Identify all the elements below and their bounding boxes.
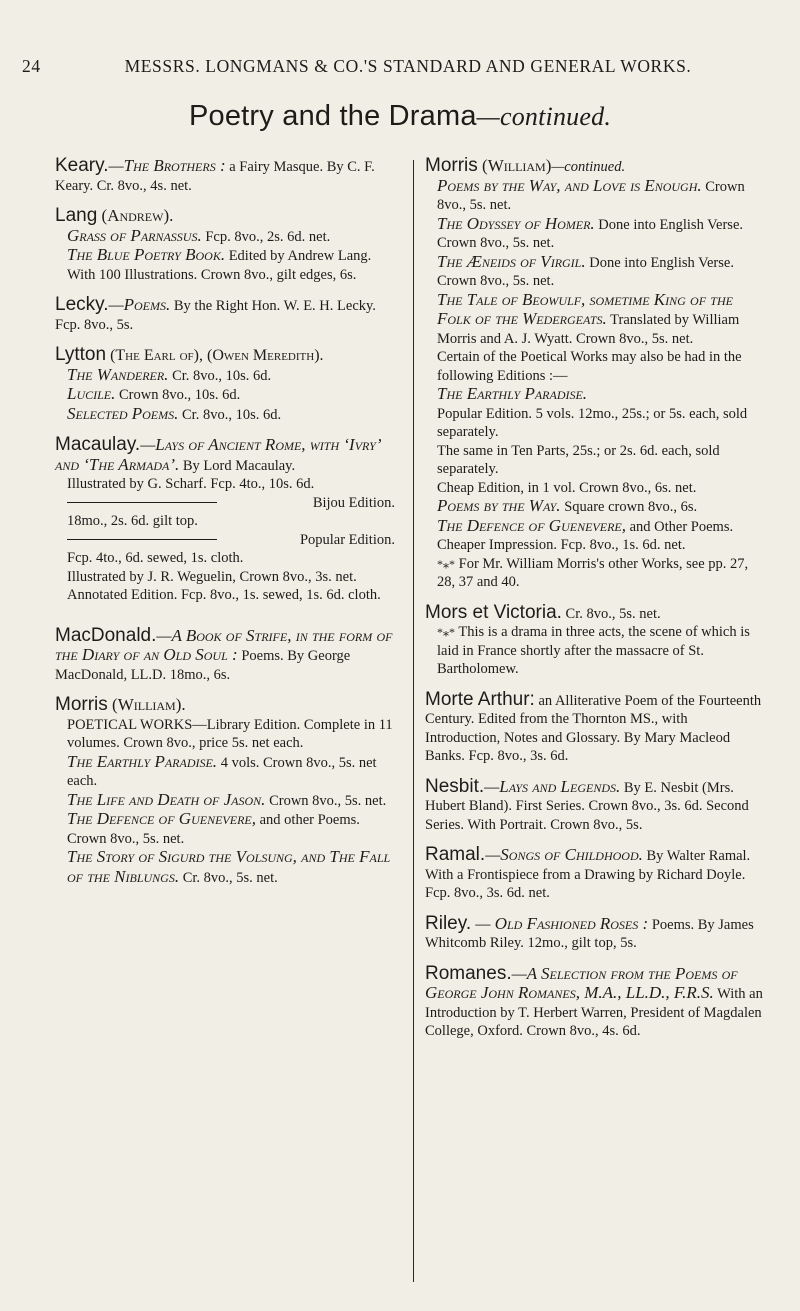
entry-morte-arthur [425, 688, 765, 766]
entry-text: an Alliterative Poem of the Fourteenth Century. Edited from the Thornton MS., with Introduction, Notes and Glossary. By Mary Macleod Banks. Fcp. 8vo., 3s. 6d. [425, 692, 762, 764]
book-title: The Tale of Beowulf, sometime King of the Folk of the Wedergeats. [437, 289, 733, 328]
entry-morris [55, 696, 395, 887]
entry-text: and Other Poems. Cheaper Impression. Fcp. 8vo., 1s. 6d. net. [437, 518, 734, 553]
book-title: —Lays of Ancient Rome, with ‘Ivry’ and ‘The Armada’. [55, 435, 380, 474]
entry-text: Cheap Edition, in 1 vol. Crown 8vo., 6s. net. [437, 479, 697, 496]
book-title: The Earthly Paradise. [437, 384, 588, 403]
entry-macaulay [55, 436, 395, 605]
right-column [425, 157, 765, 1053]
entry-text: Certain of the Poetical Works may also be had in the following Editions :— [437, 349, 742, 384]
book-title: Lucile. [67, 384, 116, 403]
author-detail: (The Earl of), (Owen Meredith). [106, 347, 324, 364]
author-name: Mors et Victoria. [425, 601, 562, 623]
entry-text: Done into English Verse. Crown 8vo., 5s. net. [437, 254, 734, 289]
entry-text: Cr. 8vo., 5s. net. [561, 605, 661, 622]
ditto-rule [67, 539, 217, 540]
author-name: Lecky. [55, 294, 109, 315]
entry-text: Crown 8vo., 5s. net. [437, 178, 745, 213]
entry-text: a Fairy Masque. By C. F. Keary. Cr. 8vo., 4s. net. [55, 159, 375, 194]
entry-lytton [55, 346, 395, 424]
edition-line [55, 531, 395, 550]
section-title-main: Poetry and the Drama [188, 100, 477, 132]
entry-text: Translated by William Morris and A. J. Wyatt. Crown 8vo., 5s. net. [437, 312, 740, 347]
book-title: —A Selection from the Poems of George John Romanes, M.A., LL.D., F.R.S. [425, 963, 738, 1002]
entry-romanes [425, 962, 765, 1041]
book-title: The Life and Death of Jason. [67, 789, 266, 809]
book-title: The Earthly Paradise. [67, 751, 218, 771]
entry-text: Cr. 8vo., 10s. 6d. [168, 367, 272, 384]
book-title: —Songs of Childhood. [485, 845, 643, 864]
entry-text: Annotated Edition. Fcp. 8vo., 1s. sewed, 1s. 6d. cloth. [67, 587, 381, 603]
entry-text: Crown 8vo., 5s. net. [265, 792, 387, 809]
page-number: 24 [22, 56, 41, 76]
entry-lecky [55, 296, 395, 334]
book-title: —Poems. [108, 295, 171, 314]
author-detail: (William) [477, 156, 552, 175]
book-title: The Blue Poetry Book. [67, 245, 226, 264]
author-name: MacDonald. [55, 624, 157, 646]
book-title: The Defence of Guenevere, [437, 515, 626, 535]
continued-label: —continued. [551, 159, 626, 175]
entry-text: 4 vols. Crown 8vo., 5s. net each. [67, 754, 377, 789]
entry-text: 18mo., 2s. 6d. gilt top. [67, 513, 198, 529]
book-title: The Æneids of Virgil. [437, 251, 586, 271]
author-name: Ramal. [425, 844, 486, 865]
author-name: Macaulay. [55, 434, 141, 455]
entry-text: Cr. 8vo., 10s. 6d. [178, 406, 282, 423]
author-name: Nesbit. [425, 775, 485, 797]
book-title: —A Book of Strife, in the form of the Diary of an Old Soul : [55, 625, 393, 664]
author-name: Romanes. [425, 962, 512, 984]
entry-text: and other Poems. Crown 8vo., 5s. net. [67, 812, 360, 847]
book-title: Poems by the Way, and Love is Enough. [437, 175, 702, 195]
running-title: MESSRS. LONGMANS & CO.'S STANDARD AND GENERAL WORKS. [124, 56, 692, 76]
edition-line [55, 494, 395, 513]
author-detail: (Andrew). [97, 206, 174, 225]
entry-text: By Lord Macaulay. [179, 457, 296, 474]
entry-text: Cr. 8vo., 5s. net. [179, 869, 278, 886]
entry-text: This is a drama in three acts, the scene of which is laid in France shortly after the massacre of St. Bartholomew. [437, 624, 750, 677]
book-title: The Defence of Guenevere, [67, 809, 256, 828]
entry-text: Poems. By James Whitcomb Riley. 12mo., gilt top, 5s. [425, 916, 754, 951]
section-title-continued: —continued. [476, 102, 612, 131]
book-title: — Old Fashioned Roses : [471, 913, 649, 933]
entry-text: Fcp. 4to., 6d. sewed, 1s. cloth. [67, 550, 244, 566]
entry-text: Fcp. 8vo., 2s. 6d. net. [201, 228, 331, 245]
section-title [0, 100, 800, 133]
edition-name: Bijou Edition. [312, 494, 395, 511]
entry-text: Popular Edition. 5 vols. 12mo., 25s.; or 5s. each, sold separately. [437, 405, 748, 440]
left-column [55, 157, 395, 899]
entry-nesbit [425, 775, 765, 835]
book-title: The Odyssey of Homer. [437, 213, 595, 233]
entry-morris-continued [425, 157, 765, 592]
author-name: Lang [55, 205, 98, 226]
entry-text: With an Introduction by T. Herbert Warren, President of Magdalen College, Oxford. Crown 8vo., 4s. 6d. [425, 986, 763, 1039]
entry-text: Done into English Verse. Crown 8vo., 5s. net. [437, 216, 744, 251]
entry-text: For Mr. William Morris's other Works, see pp. 27, 28, 37 and 40. [437, 555, 749, 590]
entry-riley [425, 912, 765, 953]
entry-text: Edited by Andrew Lang. With 100 Illustrations. Crown 8vo., gilt edges, 6s. [67, 248, 372, 283]
entry-text: Poems. By George MacDonald, LL.D. 18mo., 6s. [55, 648, 351, 683]
entry-text: Illustrated by J. R. Weguelin, Crown 8vo., 3s. net. [67, 568, 357, 585]
column-divider [413, 160, 414, 1282]
author-name: Keary. [55, 155, 109, 176]
entry-lang [55, 207, 395, 284]
entry-text: By the Right Hon. W. E. H. Lecky. Fcp. 8vo., 5s. [55, 298, 376, 333]
author-detail: (William). [107, 695, 186, 714]
author-name: Morris [55, 694, 108, 715]
book-title: The Story of Sigurd the Volsung, and The Fall of the Niblungs. [67, 847, 391, 886]
book-title: The Wanderer. [67, 364, 169, 384]
book-title: Poems by the Way. [437, 496, 561, 515]
entry-text: By E. Nesbit (Mrs. Hubert Bland). First Series. Crown 8vo., 3s. 6d. Second Series. With Portrait. Crown 8vo., 5s. [425, 779, 749, 833]
entry-text: Illustrated by G. Scharf. Fcp. 4to., 10s. 6d. [67, 476, 315, 492]
entry-text: Square crown 8vo., 6s. [560, 499, 698, 515]
entry-mors-et-victoria [425, 601, 765, 679]
asterism: *⁎* [437, 556, 455, 571]
ditto-rule [67, 502, 217, 503]
book-title: Grass of Parnassus. [67, 225, 202, 245]
entry-macdonald [55, 624, 395, 685]
entry-text: POETICAL WORKS—Library Edition. Complete in 11 volumes. Crown 8vo., price 5s. net each. [67, 716, 393, 751]
edition-name: Popular Edition. [299, 531, 395, 548]
author-name: Morte Arthur: [425, 688, 535, 710]
author-name: Lytton [55, 344, 107, 365]
running-head [0, 52, 800, 82]
book-title: Selected Poems. [67, 403, 179, 423]
entry-text: By Walter Ramal. With a Frontispiece from a Drawing by Richard Doyle. Fcp. 8vo., 3s. 6d. net. [425, 848, 751, 901]
entry-text: Crown 8vo., 10s. 6d. [115, 387, 241, 403]
asterism: *⁎* [437, 625, 455, 639]
entry-ramal [425, 846, 765, 903]
author-name: Morris [425, 155, 478, 176]
book-title: —The Brothers : [108, 156, 226, 175]
entry-text: The same in Ten Parts, 25s.; or 2s. 6d. each, sold separately. [437, 442, 720, 477]
book-title: —Lays and Legends. [484, 776, 621, 796]
entry-keary [55, 157, 395, 195]
author-name: Riley. [425, 912, 472, 934]
